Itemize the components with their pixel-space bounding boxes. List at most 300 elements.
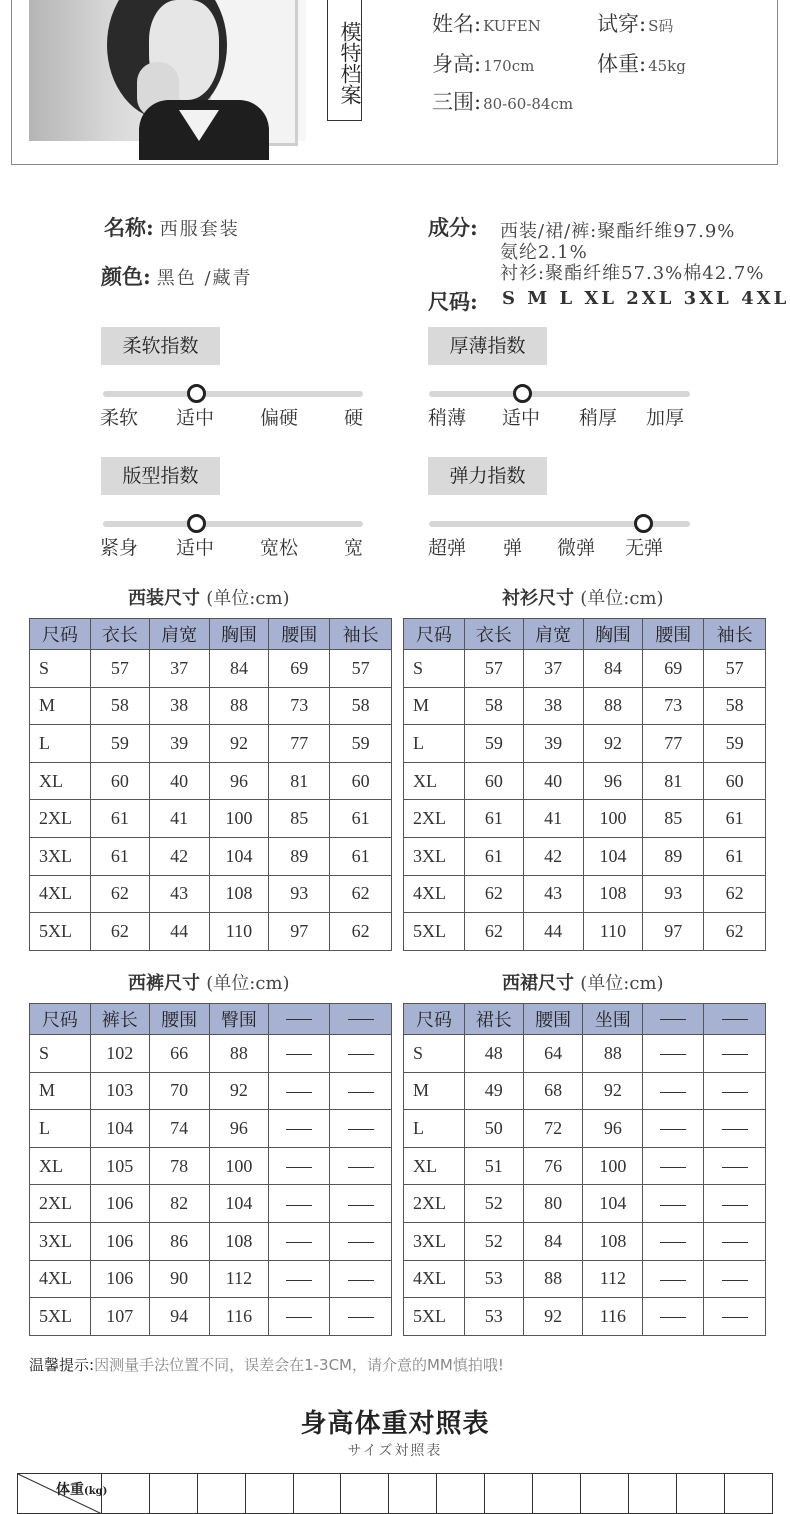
composition-line: 氨纶2.1% — [500, 242, 588, 263]
softness-indicator — [187, 384, 206, 403]
size-cell: XL — [404, 1147, 465, 1185]
model-measurements: 三围: 80-60-84cm — [432, 90, 574, 114]
value-cell: 84 — [209, 650, 269, 688]
scale-label: 弹 — [503, 537, 523, 559]
product-name: 名称: 西服套装 — [104, 215, 240, 240]
size-cell: 4XL — [404, 875, 465, 913]
value-cell: 48 — [464, 1035, 523, 1073]
value-cell — [704, 1110, 766, 1148]
table-row — [404, 650, 766, 688]
table-row — [30, 725, 392, 763]
value-cell: 97 — [643, 913, 704, 951]
value-cell: 61 — [330, 800, 392, 838]
value-cell — [330, 1147, 392, 1185]
value-cell — [269, 1035, 330, 1073]
size-cell: XL — [404, 762, 465, 800]
table-row — [30, 800, 392, 838]
size-cell: 4XL — [30, 875, 91, 913]
suit-size-table — [29, 618, 392, 951]
value-cell — [643, 1298, 704, 1336]
value-cell: 68 — [523, 1072, 583, 1110]
table-row — [30, 1222, 392, 1260]
model-trial-size: 试穿: S码 — [597, 12, 674, 36]
column-header: 胸围 — [209, 619, 269, 650]
value-cell — [330, 1298, 392, 1336]
value-cell: 43 — [149, 875, 209, 913]
table-row — [30, 1260, 392, 1298]
value-cell: 88 — [583, 687, 643, 725]
size-cell: 4XL — [404, 1260, 465, 1298]
value-cell: 84 — [583, 650, 643, 688]
value-cell: 41 — [523, 800, 583, 838]
value-cell — [330, 1260, 392, 1298]
scale-label: 紧身 — [100, 537, 139, 559]
value-cell: 62 — [704, 913, 766, 951]
value-cell: 69 — [269, 650, 330, 688]
skirt-table-title: 西裙尺寸 (单位:cm) — [502, 973, 664, 994]
value-cell: 50 — [464, 1110, 523, 1148]
column-header: 腰围 — [149, 1004, 209, 1035]
value-cell: 62 — [330, 913, 392, 951]
product-size-list: S M L XL 2XL 3XL 4XL — [502, 288, 790, 309]
weight-header-label: 体重(kg) — [56, 1482, 108, 1498]
value-cell: 58 — [330, 687, 392, 725]
size-cell: 2XL — [30, 1185, 91, 1223]
table-row — [404, 1260, 766, 1298]
product-color: 颜色: 黑色 /藏青 — [101, 264, 253, 289]
scale-label: 适中 — [176, 537, 215, 559]
value-cell: 53 — [464, 1298, 523, 1336]
value-cell: 62 — [330, 875, 392, 913]
value-cell: 52 — [464, 1185, 523, 1223]
value-cell — [330, 1072, 392, 1110]
elasticity-indicator — [634, 514, 653, 533]
value-cell: 107 — [90, 1298, 149, 1336]
value-cell — [330, 1185, 392, 1223]
thickness-index-label: 厚薄指数 — [428, 327, 547, 365]
value-cell: 88 — [209, 1035, 269, 1073]
fit-indicator — [187, 514, 206, 533]
value-cell: 90 — [149, 1260, 209, 1298]
value-cell: 92 — [583, 725, 643, 763]
value-cell: 76 — [523, 1147, 583, 1185]
column-header: 裙长 — [464, 1004, 523, 1035]
value-cell: 60 — [90, 762, 149, 800]
column-header: 尺码 — [30, 1004, 91, 1035]
value-cell: 106 — [90, 1185, 149, 1223]
size-cell: 5XL — [404, 913, 465, 951]
value-cell: 59 — [464, 725, 523, 763]
size-cell: 4XL — [30, 1260, 91, 1298]
column-header: 尺码 — [404, 619, 465, 650]
model-profile-tag: 模特档案 — [327, 0, 362, 121]
value-cell: 82 — [149, 1185, 209, 1223]
value-cell — [643, 1260, 704, 1298]
table-row — [404, 1035, 766, 1073]
reference-chart-subtitle: サイズ対照表 — [347, 1443, 443, 1459]
value-cell — [330, 1222, 392, 1260]
weight-header-cell — [18, 1474, 108, 1514]
scale-label: 稍薄 — [428, 407, 467, 429]
scale-label: 加厚 — [646, 407, 685, 429]
value-cell: 84 — [523, 1222, 583, 1260]
table-row — [404, 725, 766, 763]
value-cell: 112 — [583, 1260, 643, 1298]
value-cell: 88 — [523, 1260, 583, 1298]
value-cell: 61 — [90, 837, 149, 875]
value-cell: 44 — [523, 913, 583, 951]
value-cell: 38 — [149, 687, 209, 725]
size-cell: L — [30, 1110, 91, 1148]
value-cell: 89 — [643, 837, 704, 875]
table-row — [404, 1110, 766, 1148]
value-cell: 108 — [209, 875, 269, 913]
value-cell: 110 — [209, 913, 269, 951]
value-cell: 62 — [90, 875, 149, 913]
size-cell: S — [30, 650, 91, 688]
value-cell: 106 — [90, 1260, 149, 1298]
model-name: 姓名: KUFEN — [432, 12, 541, 36]
column-header: 袖长 — [704, 619, 766, 650]
value-cell: 100 — [209, 1147, 269, 1185]
column-header: 胸围 — [583, 619, 643, 650]
column-header: 腰围 — [643, 619, 704, 650]
value-cell: 52 — [464, 1222, 523, 1260]
value-cell: 89 — [269, 837, 330, 875]
value-cell — [704, 1260, 766, 1298]
value-cell: 61 — [90, 800, 149, 838]
value-cell: 59 — [330, 725, 392, 763]
value-cell: 92 — [209, 725, 269, 763]
shirt-size-table — [403, 618, 766, 951]
value-cell: 37 — [149, 650, 209, 688]
value-cell: 108 — [583, 1222, 643, 1260]
value-cell: 74 — [149, 1110, 209, 1148]
column-header — [643, 1004, 704, 1035]
size-cell: 3XL — [404, 837, 465, 875]
value-cell: 96 — [209, 1110, 269, 1148]
value-cell: 69 — [643, 650, 704, 688]
size-cell: 3XL — [404, 1222, 465, 1260]
value-cell — [269, 1185, 330, 1223]
value-cell — [643, 1110, 704, 1148]
value-cell: 57 — [704, 650, 766, 688]
fit-track — [103, 521, 363, 527]
value-cell — [269, 1298, 330, 1336]
table-row — [30, 1072, 392, 1110]
elasticity-index-label: 弹力指数 — [428, 457, 547, 495]
value-cell: 43 — [523, 875, 583, 913]
column-header: 腰围 — [269, 619, 330, 650]
suit-table-title: 西装尺寸 (单位:cm) — [128, 588, 290, 609]
table-row — [404, 1072, 766, 1110]
value-cell — [269, 1222, 330, 1260]
table-row — [30, 762, 392, 800]
size-cell: 2XL — [404, 1185, 465, 1223]
pants-size-table — [29, 1003, 392, 1336]
value-cell: 61 — [330, 837, 392, 875]
value-cell: 41 — [149, 800, 209, 838]
value-cell: 58 — [704, 687, 766, 725]
pants-table-title: 西裤尺寸 (单位:cm) — [128, 973, 290, 994]
table-row — [30, 1110, 392, 1148]
value-cell: 81 — [269, 762, 330, 800]
value-cell: 93 — [643, 875, 704, 913]
value-cell: 62 — [464, 875, 523, 913]
thickness-track — [429, 391, 690, 397]
value-cell: 108 — [583, 875, 643, 913]
value-cell: 77 — [269, 725, 330, 763]
value-cell: 100 — [583, 1147, 643, 1185]
value-cell: 102 — [90, 1035, 149, 1073]
value-cell: 57 — [330, 650, 392, 688]
value-cell: 104 — [209, 1185, 269, 1223]
value-cell: 92 — [209, 1072, 269, 1110]
value-cell: 58 — [464, 687, 523, 725]
value-cell: 116 — [583, 1298, 643, 1336]
value-cell — [704, 1072, 766, 1110]
value-cell: 60 — [330, 762, 392, 800]
value-cell — [330, 1110, 392, 1148]
value-cell: 104 — [583, 1185, 643, 1223]
value-cell — [269, 1110, 330, 1148]
value-cell: 60 — [704, 762, 766, 800]
column-header — [269, 1004, 330, 1035]
value-cell: 100 — [209, 800, 269, 838]
value-cell: 94 — [149, 1298, 209, 1336]
value-cell: 59 — [90, 725, 149, 763]
skirt-size-table — [403, 1003, 766, 1336]
table-row — [30, 1035, 392, 1073]
value-cell: 85 — [269, 800, 330, 838]
value-cell: 61 — [704, 837, 766, 875]
value-cell — [643, 1147, 704, 1185]
height-weight-table — [17, 1473, 773, 1514]
table-row — [404, 687, 766, 725]
scale-label: 偏硬 — [260, 407, 299, 429]
value-cell: 104 — [209, 837, 269, 875]
column-header: 肩宽 — [523, 619, 583, 650]
column-header: 尺码 — [404, 1004, 465, 1035]
value-cell: 57 — [464, 650, 523, 688]
value-cell: 93 — [269, 875, 330, 913]
value-cell: 92 — [523, 1298, 583, 1336]
value-cell — [643, 1185, 704, 1223]
size-cell: L — [404, 1110, 465, 1148]
size-cell: S — [404, 1035, 465, 1073]
value-cell — [643, 1035, 704, 1073]
table-row — [30, 837, 392, 875]
value-cell: 112 — [209, 1260, 269, 1298]
measurement-tip: 温馨提示:因测量手法位置不同，误差会在1-3CM，请介意的MM慎拍哦! — [29, 1356, 504, 1374]
product-composition-label: 成分: — [428, 215, 478, 240]
value-cell: 42 — [523, 837, 583, 875]
value-cell — [269, 1147, 330, 1185]
value-cell — [704, 1185, 766, 1223]
value-cell: 70 — [149, 1072, 209, 1110]
table-row — [404, 837, 766, 875]
value-cell: 40 — [149, 762, 209, 800]
table-row — [404, 875, 766, 913]
value-cell: 96 — [583, 762, 643, 800]
value-cell: 57 — [90, 650, 149, 688]
size-cell: 3XL — [30, 1222, 91, 1260]
value-cell — [269, 1260, 330, 1298]
size-cell: L — [404, 725, 465, 763]
value-cell: 96 — [209, 762, 269, 800]
value-cell — [704, 1298, 766, 1336]
value-cell: 86 — [149, 1222, 209, 1260]
table-row — [30, 1185, 392, 1223]
size-cell: 2XL — [404, 800, 465, 838]
size-cell: 2XL — [30, 800, 91, 838]
column-header — [330, 1004, 392, 1035]
fit-index-label: 版型指数 — [101, 457, 220, 495]
value-cell: 85 — [643, 800, 704, 838]
value-cell: 73 — [643, 687, 704, 725]
size-cell: S — [404, 650, 465, 688]
product-size-label: 尺码: — [428, 289, 478, 314]
model-photo — [29, 0, 306, 141]
scale-label: 稍厚 — [579, 407, 618, 429]
value-cell: 37 — [523, 650, 583, 688]
value-cell: 80 — [523, 1185, 583, 1223]
value-cell: 73 — [269, 687, 330, 725]
value-cell: 44 — [149, 913, 209, 951]
model-height: 身高: 170cm — [432, 52, 535, 76]
size-cell: S — [30, 1035, 91, 1073]
composition-line: 西装/裙/裤:聚酯纤维97.9% — [500, 221, 736, 242]
size-cell: XL — [30, 762, 91, 800]
column-header — [704, 1004, 766, 1035]
value-cell: 62 — [464, 913, 523, 951]
value-cell: 58 — [90, 687, 149, 725]
value-cell — [643, 1072, 704, 1110]
table-row — [30, 875, 392, 913]
table-row — [30, 650, 392, 688]
value-cell: 62 — [704, 875, 766, 913]
table-row — [404, 762, 766, 800]
value-cell: 53 — [464, 1260, 523, 1298]
thickness-indicator — [513, 384, 532, 403]
table-row — [404, 1147, 766, 1185]
size-cell: M — [30, 687, 91, 725]
size-cell: 5XL — [404, 1298, 465, 1336]
value-cell: 96 — [583, 1110, 643, 1148]
value-cell: 49 — [464, 1072, 523, 1110]
value-cell: 42 — [149, 837, 209, 875]
value-cell: 39 — [149, 725, 209, 763]
shirt-table-title: 衬衫尺寸 (单位:cm) — [502, 588, 664, 609]
table-row — [30, 1298, 392, 1336]
value-cell: 105 — [90, 1147, 149, 1185]
table-row — [404, 1222, 766, 1260]
size-cell: 5XL — [30, 1298, 91, 1336]
size-cell: M — [404, 1072, 465, 1110]
value-cell: 62 — [90, 913, 149, 951]
value-cell: 88 — [209, 687, 269, 725]
scale-label: 微弹 — [557, 537, 596, 559]
composition-line: 衬衫:聚酯纤维57.3%棉42.7% — [500, 263, 765, 284]
scale-label: 无弹 — [625, 537, 664, 559]
value-cell: 116 — [209, 1298, 269, 1336]
value-cell: 40 — [523, 762, 583, 800]
table-row — [404, 1298, 766, 1336]
value-cell: 88 — [583, 1035, 643, 1073]
value-cell: 64 — [523, 1035, 583, 1073]
value-cell: 97 — [269, 913, 330, 951]
value-cell: 39 — [523, 725, 583, 763]
column-header: 衣长 — [464, 619, 523, 650]
scale-label: 适中 — [502, 407, 541, 429]
size-cell: XL — [30, 1147, 91, 1185]
table-row — [404, 800, 766, 838]
scale-label: 硬 — [344, 407, 364, 429]
value-cell: 51 — [464, 1147, 523, 1185]
table-row — [30, 913, 392, 951]
value-cell — [269, 1072, 330, 1110]
value-cell — [704, 1035, 766, 1073]
value-cell: 59 — [704, 725, 766, 763]
scale-label: 宽 — [344, 537, 364, 559]
value-cell — [704, 1222, 766, 1260]
value-cell: 61 — [464, 800, 523, 838]
scale-label: 适中 — [176, 407, 215, 429]
value-cell: 77 — [643, 725, 704, 763]
table-row — [30, 1147, 392, 1185]
value-cell: 61 — [704, 800, 766, 838]
value-cell: 72 — [523, 1110, 583, 1148]
value-cell: 100 — [583, 800, 643, 838]
value-cell: 92 — [583, 1072, 643, 1110]
size-cell: M — [30, 1072, 91, 1110]
value-cell: 60 — [464, 762, 523, 800]
softness-index-label: 柔软指数 — [101, 327, 220, 365]
table-row — [404, 913, 766, 951]
value-cell: 38 — [523, 687, 583, 725]
value-cell: 108 — [209, 1222, 269, 1260]
column-header: 袖长 — [330, 619, 392, 650]
value-cell: 103 — [90, 1072, 149, 1110]
table-row — [30, 687, 392, 725]
value-cell — [330, 1035, 392, 1073]
softness-track — [103, 391, 363, 397]
column-header: 尺码 — [30, 619, 91, 650]
value-cell: 81 — [643, 762, 704, 800]
value-cell: 66 — [149, 1035, 209, 1073]
scale-label: 柔软 — [100, 407, 139, 429]
value-cell: 61 — [464, 837, 523, 875]
size-cell: M — [404, 687, 465, 725]
value-cell — [643, 1222, 704, 1260]
value-cell — [704, 1147, 766, 1185]
size-cell: 3XL — [30, 837, 91, 875]
column-header: 衣长 — [90, 619, 149, 650]
scale-label: 超弹 — [428, 537, 467, 559]
reference-chart-title: 身高体重对照表 — [300, 1409, 490, 1439]
column-header: 腰围 — [523, 1004, 583, 1035]
column-header: 裤长 — [90, 1004, 149, 1035]
table-row — [404, 1185, 766, 1223]
size-cell: 5XL — [30, 913, 91, 951]
value-cell: 106 — [90, 1222, 149, 1260]
scale-label: 宽松 — [260, 537, 299, 559]
column-header: 坐围 — [583, 1004, 643, 1035]
model-weight: 体重: 45kg — [597, 52, 686, 76]
value-cell: 104 — [583, 837, 643, 875]
value-cell: 110 — [583, 913, 643, 951]
column-header: 肩宽 — [149, 619, 209, 650]
